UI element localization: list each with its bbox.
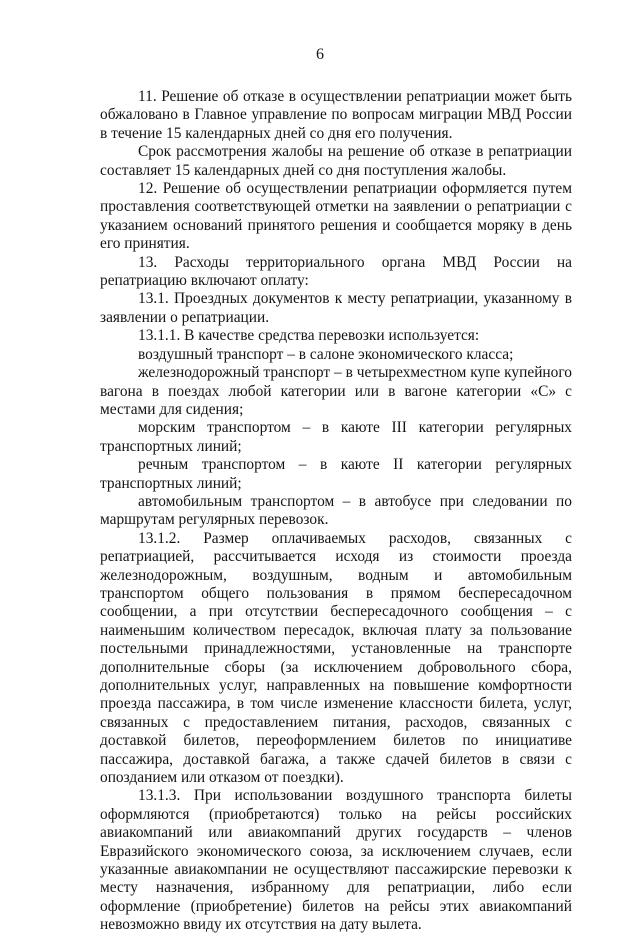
- document-body: [100, 88, 572, 935]
- paragraph-river-transport: речным транспортом – в каюте II категории регулярных транспортных линий;: [100, 456, 572, 492]
- paragraph-13-1-1: 13.1.1. В качестве средства перевозки используется:: [138, 327, 480, 345]
- paragraph-11: 11. Решение об отказе в осуществлении репатриации может быть обжаловано в Главное управление по вопросам миграции МВД России в течение 15 календарных дней со дня его получения.: [100, 88, 572, 142]
- paragraph-sea-transport: морским транспортом – в каюте III категории регулярных транспортных линий;: [100, 419, 572, 455]
- paragraph-12: 12. Решение об осуществлении репатриации оформляется путем проставления соответствующей отметки на заявлении о репатриации с указанием оснований принятого решения и сообщается моряку в день его принятия.: [100, 180, 572, 253]
- paragraph-road-transport: автомобильным транспортом – в автобусе при следовании по маршрутам регулярных перевозок.: [100, 492, 572, 529]
- paragraph-13-1-3: 13.1.3. При использовании воздушного транспорта билеты оформляются (приобретаются) только на рейсы российских авиакомпаний или авиакомпаний других государств – членов Евразийского экономического союза, за исключением случаев, если указанные авиакомпании не осуществляют пассажирские перевозки к месту назначения, избранному для репатриации, либо если оформление (приобретение) билетов на рейсы этих авиакомпаний невозможно ввиду их отсутствия на дату вылета.: [100, 787, 572, 934]
- page-number: 6: [316, 46, 324, 63]
- paragraph-13: 13. Расходы территориального органа МВД России на репатриацию включают оплату:: [100, 253, 572, 290]
- paragraph-rail-transport: железнодорожный транспорт – в четырехместном купе купейного вагона в поездах любой категории или в вагоне категории «С» с местами для сидения;: [100, 364, 572, 418]
- paragraph-complaint-term: Срок рассмотрения жалобы на решение об отказе в репатриации составляет 15 календарных дней со дня поступления жалобы.: [100, 143, 572, 179]
- paragraph-13-1-2: 13.1.2. Размер оплачиваемых расходов, связанных с репатриацией, рассчитывается исходя из стоимости проезда железнодорожным, воздушным, водным и автомобильным транспортом общего пользования в прямом беспересадочном сообщении, а при отсутствии беспересадочного сообщения – с наименьшим количеством пересадок, включая плату за пользование постельными принадлежностями, установленные на транспорте дополнительные сборы (за исключением добровольного сбора, дополнительных услуг, направленных на повышение комфортности проезда пассажира, в том числе изменение классности билета, услуг, связанных с предоставлением питания, расходов, связанных с доставкой билетов, переоформлением билетов по инициативе пассажира, доставкой багажа, а также сдачей билетов в связи с опозданием или отказом от поездки).: [100, 529, 572, 787]
- paragraph-13-1: 13.1. Проездных документов к месту репатриации, указанному в заявлении о репатриации.: [100, 290, 572, 326]
- paragraph-air-transport: воздушный транспорт – в салоне экономического класса;: [138, 345, 514, 363]
